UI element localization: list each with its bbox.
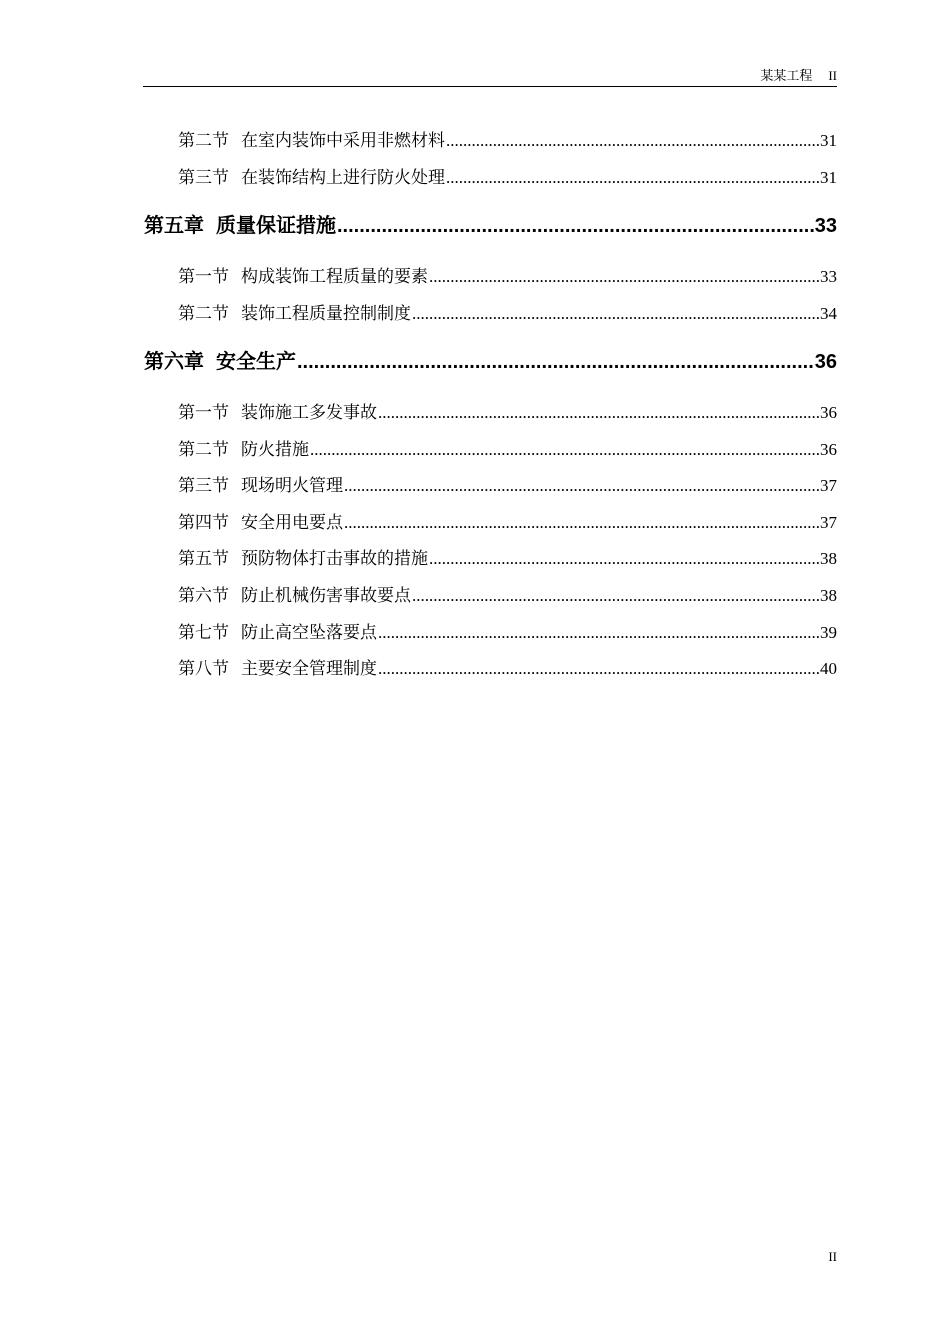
toc-dot-leader xyxy=(297,351,814,374)
toc-entry-title: 防止高空坠落要点 xyxy=(241,623,377,643)
toc-entry-number: 第二节 xyxy=(178,131,229,151)
toc-dot-leader xyxy=(378,403,819,423)
toc-entry-title: 质量保证措施 xyxy=(216,213,336,237)
toc-dot-leader xyxy=(310,440,819,460)
toc-entry-title: 安全用电要点 xyxy=(241,513,343,533)
toc-entry-number: 第一节 xyxy=(178,267,229,287)
toc-entry-title: 预防物体打击事故的措施 xyxy=(241,549,428,569)
toc-dot-leader xyxy=(429,549,819,569)
toc-entry-number: 第一节 xyxy=(178,403,229,423)
toc-entry-section[interactable] xyxy=(178,398,837,422)
toc-entry-section[interactable] xyxy=(178,126,837,150)
toc-entry-page: 40 xyxy=(820,659,837,678)
toc-entry-number: 第三节 xyxy=(178,168,229,188)
toc-entry-section[interactable] xyxy=(178,581,837,605)
toc-entry-page: 36 xyxy=(814,351,837,373)
toc-entry-number: 第四节 xyxy=(178,513,229,533)
toc-entry-number: 第三节 xyxy=(178,476,229,496)
toc-entry-number: 第二节 xyxy=(178,304,229,324)
toc-entry-number: 第六章 xyxy=(144,349,204,373)
toc-entry-section[interactable] xyxy=(178,163,837,187)
toc-entry-page: 31 xyxy=(820,131,837,150)
toc-entry-title: 主要安全管理制度 xyxy=(241,659,377,679)
toc-entry-page: 36 xyxy=(820,440,837,459)
page-footer-number: II xyxy=(828,1249,837,1264)
toc-entry-section[interactable] xyxy=(178,508,837,532)
toc-entry-title: 防火措施 xyxy=(241,440,309,460)
toc-entry-section[interactable] xyxy=(178,618,837,642)
toc-entry-page: 36 xyxy=(820,403,837,422)
toc-dot-leader xyxy=(344,513,819,533)
toc-entry-title: 现场明火管理 xyxy=(241,476,343,496)
toc-entry-title: 在室内装饰中采用非燃材料 xyxy=(241,131,445,151)
toc-entry-section[interactable] xyxy=(178,654,837,678)
toc-entry-page: 34 xyxy=(820,304,837,323)
header-page-number: II xyxy=(828,68,837,83)
toc-entry-number: 第七节 xyxy=(178,623,229,643)
header-title: 某某工程 xyxy=(760,69,813,84)
toc-entry-chapter[interactable] xyxy=(144,209,837,237)
toc-entry-page: 37 xyxy=(820,513,837,532)
toc-entry-page: 39 xyxy=(820,623,837,642)
toc-dot-leader xyxy=(412,304,819,324)
toc-dot-leader xyxy=(378,659,819,679)
toc-entry-section[interactable] xyxy=(178,262,837,286)
toc-entry-number: 第五章 xyxy=(144,213,204,237)
toc-dot-leader xyxy=(412,586,819,606)
toc-dot-leader xyxy=(429,267,819,287)
toc-entry-page: 33 xyxy=(814,215,837,237)
toc-entry-page: 38 xyxy=(820,549,837,568)
toc-entry-section[interactable] xyxy=(178,544,837,568)
toc-entry-chapter[interactable] xyxy=(144,345,837,373)
toc-dot-leader xyxy=(337,215,814,238)
toc-dot-leader xyxy=(378,623,819,643)
toc-entry-section[interactable] xyxy=(178,471,837,495)
toc-entry-title: 构成装饰工程质量的要素 xyxy=(241,267,428,287)
toc-entry-title: 装饰施工多发事故 xyxy=(241,403,377,423)
toc-dot-leader xyxy=(446,168,819,188)
toc-entry-number: 第五节 xyxy=(178,549,229,569)
toc-entry-page: 33 xyxy=(820,267,837,286)
toc-dot-leader xyxy=(446,131,819,151)
toc-entry-number: 第八节 xyxy=(178,659,229,679)
toc-entry-page: 37 xyxy=(820,476,837,495)
toc-entry-title: 安全生产 xyxy=(216,349,296,373)
toc-entry-page: 38 xyxy=(820,586,837,605)
toc-entry-section[interactable] xyxy=(178,299,837,323)
toc-entry-number: 第六节 xyxy=(178,586,229,606)
toc-entry-page: 31 xyxy=(820,168,837,187)
toc-dot-leader xyxy=(344,476,819,496)
toc-entry-section[interactable] xyxy=(178,435,837,459)
toc-entry-title: 在装饰结构上进行防火处理 xyxy=(241,168,445,188)
toc-entry-title: 防止机械伤害事故要点 xyxy=(241,586,411,606)
toc-entry-title: 装饰工程质量控制制度 xyxy=(241,304,411,324)
toc-entry-number: 第二节 xyxy=(178,440,229,460)
